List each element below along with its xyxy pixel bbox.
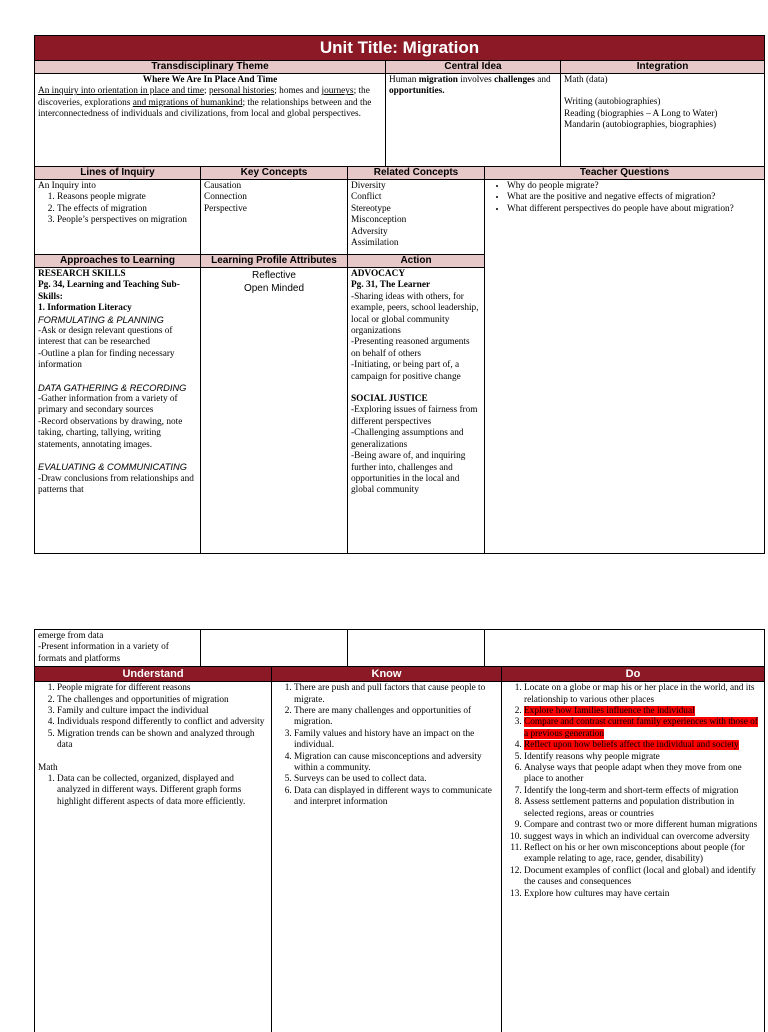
unit-planner-page-1 bbox=[34, 35, 764, 554]
theme-description: An inquiry into orientation in place and time; personal histories; homes and journeys; the discoveries, explorations and migrations of humankind; the relationships between and the interconnectedness of individuals and civilizations, from local and global perspectives. bbox=[38, 86, 372, 120]
theme-cell bbox=[35, 74, 386, 167]
header-integration: Integration bbox=[561, 61, 765, 74]
list-item: 1. There are push and pull factors that cause people to migrate. bbox=[294, 683, 498, 706]
theme-heading: Where We Are In Place And Time bbox=[142, 75, 278, 85]
approaches-cell: RESEARCH SKILLS Pg. 34, Learning and Teaching Sub-Skills: 1. Information Literacy FORMULATING & PLANNING -Ask or design relevant questions of interest that can be researched -Outline a plan for finding necessary information DATA GATHERING & RECORDING -Gather information from a variety of primary and secondary sources -Record observations by drawing, note taking, charting, tallying, writing statements, annotating images. EVALUATING & COMMUNICATING -Draw conclusions from relationships and patterns that bbox=[35, 268, 201, 554]
math-label: Math bbox=[38, 762, 58, 773]
list-item: • What different perspectives do people have about migration? bbox=[507, 204, 761, 215]
key-concepts-cell: Causation Connection Perspective bbox=[201, 180, 348, 255]
list-item: • Why do people migrate? bbox=[507, 181, 761, 192]
know-cell bbox=[272, 682, 502, 1032]
header-teacher-questions: Teacher Questions bbox=[485, 167, 765, 180]
header-related-concepts: Related Concepts bbox=[348, 167, 485, 180]
list-item: 10. suggest ways in which an individual can overcome adversity bbox=[524, 832, 761, 843]
approaches-continued-cell: emerge from data -Present information in a variety of formats and platforms bbox=[35, 630, 201, 667]
list-item: 4. Individuals respond differently to conflict and adversity bbox=[57, 717, 268, 728]
list-item: 1. Reasons people migrate bbox=[57, 192, 197, 203]
list-item: 1. People migrate for different reasons bbox=[57, 683, 268, 694]
unit-planner-table bbox=[34, 35, 765, 554]
list-item: 6. Analyse ways that people adapt when they move from one place to another bbox=[524, 763, 761, 786]
profile-cell: Reflective Open Minded bbox=[201, 268, 348, 554]
header-theme: Transdisciplinary Theme bbox=[35, 61, 386, 74]
list-item: 7. Identify the long-term and short-term effects of migration bbox=[524, 786, 761, 797]
unit-title: Unit Title: Migration bbox=[35, 36, 765, 61]
list-item: 2. There are many challenges and opportunities of migration. bbox=[294, 706, 498, 729]
header-key-concepts: Key Concepts bbox=[201, 167, 348, 180]
header-lines-of-inquiry: Lines of Inquiry bbox=[35, 167, 201, 180]
header-approaches: Approaches to Learning bbox=[35, 255, 201, 268]
list-item: 6. Data can displayed in different ways to communicate and interpret information bbox=[294, 786, 498, 809]
list-item: • What are the positive and negative effects of migration? bbox=[507, 192, 761, 203]
list-item: 12. Document examples of conflict (local and global) and identify the causes and consequences bbox=[524, 866, 761, 889]
list-item: 1. Data can be collected, organized, displayed and analyzed in different ways. Different graph forms highlight different aspects of data more efficiently. bbox=[57, 774, 268, 808]
list-item: 4. Migration can cause misconceptions and adversity within a community. bbox=[294, 752, 498, 775]
list-item-highlighted: 2. Explore how families influence the individual bbox=[524, 706, 761, 717]
unit-planner-page-2 bbox=[34, 629, 764, 1032]
do-cell bbox=[502, 682, 765, 1032]
header-action: Action bbox=[348, 255, 485, 268]
teacher-questions-cell bbox=[485, 180, 765, 554]
integration-cell: Math (data) Writing (autobiographies) Reading (biographies – A Long to Water) Mandarin (autobiographies, biographies) bbox=[561, 74, 765, 167]
list-item: 3. Family and culture impact the individual bbox=[57, 706, 268, 717]
related-concepts-cell: Diversity Conflict Stereotype Misconception Adversity Assimilation bbox=[348, 180, 485, 255]
list-item: 8. Assess settlement patterns and population distribution in selected regions, areas or countries bbox=[524, 797, 761, 820]
list-item: 3. Family values and history have an impact on the individual. bbox=[294, 729, 498, 752]
central-idea-cell: Human migration involves challenges and opportunities. bbox=[386, 74, 561, 167]
list-item: 3. People’s perspectives on migration bbox=[57, 215, 197, 226]
list-item: 11. Reflect on his or her own misconceptions about people (for example relating to age, race, gender, disability) bbox=[524, 843, 761, 866]
header-do: Do bbox=[502, 667, 765, 682]
list-item: 5. Migration trends can be shown and analyzed through data bbox=[57, 729, 268, 752]
list-item: 9. Compare and contrast two or more different human migrations bbox=[524, 820, 761, 831]
action-cell: ADVOCACY Pg. 31, The Learner -Sharing ideas with others, for example, peers, school leadership, local or global community organizations -Presenting reasoned arguments on behalf of others -Initiating, or being part of, a campaign for positive change SOCIAL JUSTICE -Exploring issues of fairness from different perspectives -Challenging assumptions and generalizations -Being aware of, and inquiring further into, challenges and opportunities in the local and global community bbox=[348, 268, 485, 554]
list-item: 5. Surveys can be used to collect data. bbox=[294, 774, 498, 785]
list-item: 1. Locate on a globe or map his or her place in the world, and its relationship to various other places bbox=[524, 683, 761, 706]
list-item: 2. The effects of migration bbox=[57, 204, 197, 215]
list-item: 2. The challenges and opportunities of migration bbox=[57, 695, 268, 706]
list-item: 13. Explore how cultures may have certain bbox=[524, 889, 761, 900]
list-item-highlighted: 4. Reflect upon how beliefs affect the individual and society bbox=[524, 740, 761, 751]
unit-planner-table-continued bbox=[34, 629, 765, 1032]
list-item-highlighted: 3. Compare and contrast current family experiences with those of a previous generation bbox=[524, 717, 761, 740]
list-item: 5. Identify reasons why people migrate bbox=[524, 752, 761, 763]
header-understand: Understand bbox=[35, 667, 272, 682]
header-know: Know bbox=[272, 667, 502, 682]
header-profile: Learning Profile Attributes bbox=[201, 255, 348, 268]
understand-cell bbox=[35, 682, 272, 1032]
header-central-idea: Central Idea bbox=[386, 61, 561, 74]
lines-of-inquiry-cell: An Inquiry into 1. Reasons people migrate 2. The effects of migration 3. People’s perspectives on migration bbox=[35, 180, 201, 255]
